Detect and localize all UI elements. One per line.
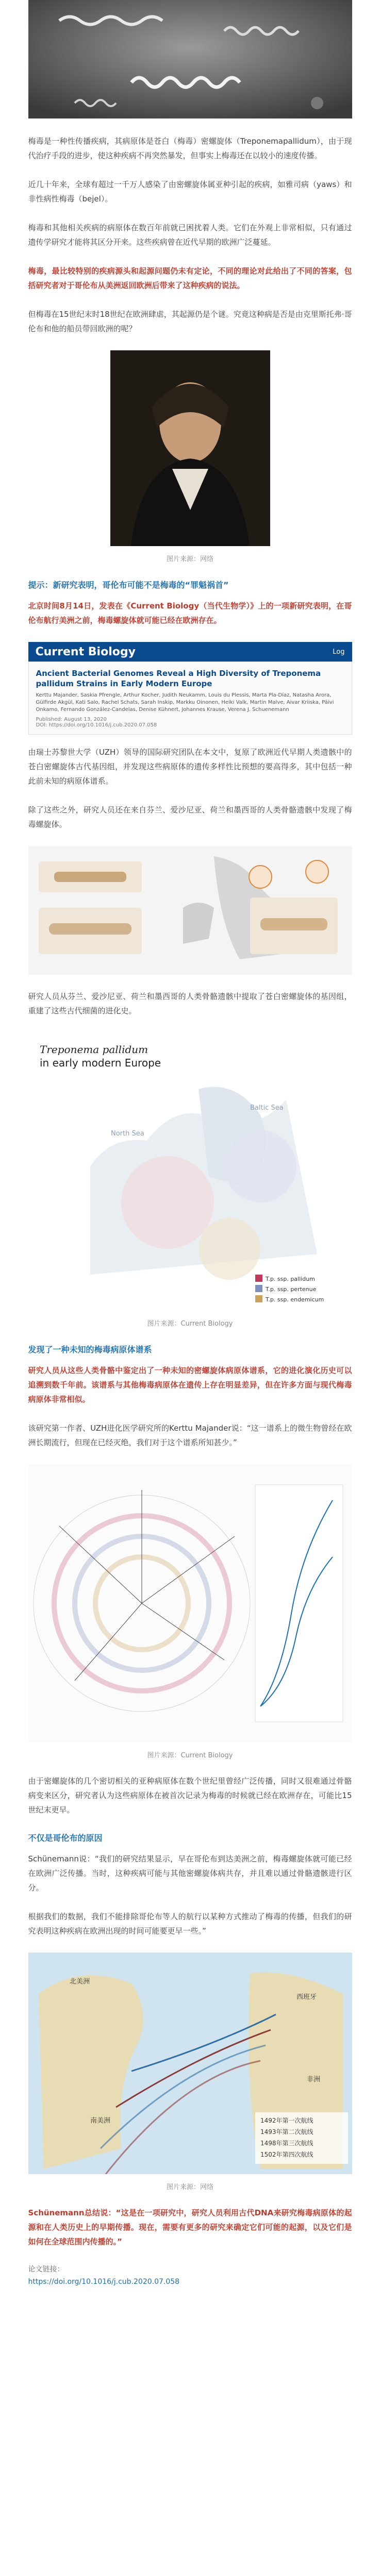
map-title-line2: in early modern Europe — [39, 1057, 161, 1069]
section-heading-2: 发现了一种未知的梅毒病原体谱系 — [28, 1345, 152, 1354]
phylogeny-figure — [28, 1464, 352, 1742]
journal-header-bar — [28, 642, 352, 662]
legend-item-pertenue: T.p. ssp. pertenue — [265, 1286, 316, 1293]
body1-paragraph-1: 北京时间8月14日，发表在《Current Biology（当代生物学）》上的一项新研究表明，在哥伦布航行美洲之前，梅毒螺旋体就可能已经在欧洲存在。 — [28, 601, 352, 625]
body-section-5 — [28, 1852, 352, 1938]
intro-paragraph-4: 梅毒，最比较特别的疾病源头和起源问题仍未有定论，不同的理论对此给出了不同的答案，包括研究者对于哥伦布从美洲返回欧洲后带来了这种疾病的说法。 — [28, 266, 352, 290]
journal-name: Current Biology — [35, 645, 136, 658]
body-section-2 — [28, 989, 352, 1018]
place-south-america: 南美洲 — [90, 2117, 110, 2125]
paper-link-footer — [28, 2263, 352, 2288]
voyage-label-1: 1492年第一次航线 — [260, 2117, 313, 2124]
caption-voyage: 图片来源：网络 — [166, 2183, 213, 2191]
section-heading-1: 提示：新研究表明，哥伦布可能不是梅毒的“罪魁祸首” — [28, 580, 229, 590]
map-title-line1: Treponema pallidum — [39, 1043, 148, 1056]
legend-item-pallidum: T.p. ssp. pallidum — [265, 1276, 315, 1282]
pallidum-map-panel — [28, 1032, 352, 1311]
place-africa: 非洲 — [306, 2076, 320, 2083]
bone-sample-map — [28, 846, 352, 975]
map-sea-north: North Sea — [110, 1130, 144, 1138]
paper-doi[interactable]: DOI: https://doi.org/10.1016/j.cub.2020.07.058 — [36, 722, 157, 728]
body-section-6 — [28, 2206, 352, 2249]
body-section-1 — [28, 599, 352, 628]
voyage-label-3: 1498年第三次航线 — [260, 2140, 313, 2147]
intro-paragraph-2: 近几十年来，全球有超过一千万人感染了由密螺旋体属亚种引起的疾病，如雅司病（yaws）和非性病性梅毒（bejel）。 — [28, 180, 352, 204]
body3-paragraph-1: 研究人员从这些人类骨骼中鉴定出了一种未知的密螺旋体病原体谱系，它的进化演化历史可以追溯到数千年前。该谱系与其他梅毒病原体在遗传上存在明显差异，但在许多方面与现代梅毒病原体非常相似。 — [28, 1366, 352, 1404]
columbus-voyage-map — [28, 1953, 352, 2174]
body4-paragraph-1: 由于密螺旋体的几个密切相关的亚种病原体在数个世纪里曾经广泛传播，同时又很难通过骨骼病变来区分，研究者认为这些病原体在被首次记录为梅毒的时候就已经在欧洲存在，可能比15世纪末更早。 — [28, 1776, 352, 1815]
body2-paragraph-2: 研究人员从芬兰、爱沙尼亚、荷兰和墨西哥的人类骨骼遗骸中提取了苍白密螺旋体的基因组，重建了这些古代细菌的进化史。 — [28, 992, 352, 1015]
bacteria-micrograph — [28, 0, 352, 118]
map-legend — [255, 1275, 324, 1303]
body-section-1b — [28, 745, 352, 832]
intro-paragraph-3: 梅毒和其他相关疾病的病原体在数百年前就已困扰着人类。它们在外观上非常相似，只有通过遗传学研究才能将其区分开来。这些疾病曾在近代早期的欧洲广泛蔓延。 — [28, 223, 352, 247]
intro-paragraph-1: 梅毒是一种性传播疾病，其病原体是苍白（梅毒）密螺旋体（Treponemapallidum），由于现代治疗手段的进步，使这种疾病不再突然暴发，但事实上梅毒还在以较小的速度传播。 — [28, 137, 352, 160]
paper-link-url[interactable]: https://doi.org/10.1016/j.cub.2020.07.058 — [28, 2278, 180, 2286]
caption-map: 图片来源：Current Biology — [147, 1320, 233, 1328]
map-sea-baltic: Baltic Sea — [250, 1104, 284, 1112]
caption-phylogeny: 图片来源：Current Biology — [147, 1752, 233, 1759]
journal-login-link[interactable]: Log — [333, 648, 345, 656]
body3-paragraph-2: 该研究第一作者、UZH进化医学研究所的Kerttu Majander说：“这一谱系上的微生物曾经在欧洲长期流行，但现在已经灭绝，我们对于这个谱系所知甚少。” — [28, 1423, 352, 1447]
voyage-label-4: 1502年第四次航线 — [260, 2151, 313, 2158]
paper-link-label: 论文链接： — [28, 2265, 64, 2274]
paper-published: Published: August 13, 2020 — [36, 717, 107, 722]
section-heading-3: 不仅是哥伦布的原因 — [28, 1833, 103, 1843]
voyage-label-2: 1493年第二次航线 — [260, 2128, 313, 2136]
place-north-america: 北美洲 — [69, 1978, 90, 1986]
body-section-4 — [28, 1774, 352, 1817]
body2-paragraph-1: 除了这些之外，研究人员还在来自芬兰、爱沙尼亚、荷兰和墨西哥的人类骨骼遗骸中发现了梅毒螺旋体。 — [28, 805, 352, 829]
body-section-3 — [28, 1363, 352, 1450]
journal-banner[interactable] — [28, 642, 352, 735]
intro-section — [28, 134, 352, 336]
body5-paragraph-1: Schünemann说：“我们的研究结果显示，早在哥伦布到达美洲之前，梅毒螺旋体就可能已经在欧洲广泛传播。当时，这种疾病可能与其他密螺旋体病共存，并且难以通过骨骼遗骸进行区分。 — [28, 1854, 352, 1892]
caption-portrait: 图片来源：网络 — [166, 555, 213, 563]
paper-title[interactable]: Ancient Bacterial Genomes Reveal a High Diversity of Treponema pallidum Strains in Early Modern Europe — [36, 669, 321, 688]
columbus-portrait — [110, 350, 270, 546]
place-spain: 西班牙 — [296, 1993, 317, 2001]
paper-authors: Kerttu Majander, Saskia Pfrengle, Arthur Kocher, Judith Neukamm, Louis du Plessis, Marta Pla-Díaz, Natasha Arora, Gülfirde Akgül, Kati Salo, Rachel Schats, Sarah Inskip, Markku Oinonen, Heiki Valk, Martin Malve, Aivar Kriiska, Päivi Onkamo, Fernando González-Candelas, Denise Kühnert, Johannes Krause, Verena J. Schuenemann — [36, 692, 334, 713]
legend-item-endemicum: T.p. ssp. endemicum — [265, 1296, 324, 1303]
body1-paragraph-2: 由瑞士苏黎世大学（UZH）领导的国际研究团队在本文中，复原了欧洲近代早期人类遗骸中的苍白密螺旋体古代基因组，并发现这些病原体的遗传多样性比预想的要高得多，其中包括一种此前未知的病原体谱系。 — [28, 748, 352, 786]
body6-paragraph-1: Schünemann总结说：“这是在一项研究中，研究人员利用古代DNA来研究梅毒病原体的起源和在人类历史上的早期传播。现在，需要有更多的研究来确定它们可能的起源，以及它们是如何在全球范围内传播的。” — [28, 2208, 352, 2246]
intro-paragraph-5: 但梅毒在15世纪末时18世纪在欧洲肆虐，其起源仍是个谜。究竟这种病是否是由克里斯托弗·哥伦布和他的船员带回欧洲的呢？ — [28, 310, 352, 333]
body5-paragraph-2: 根据我们的数据，我们不能排除哥伦布等人的航行以某种方式推动了梅毒的传播，但我们的研究表明这种疾病在欧洲出现的时间可能要更早一些。” — [28, 1912, 352, 1936]
